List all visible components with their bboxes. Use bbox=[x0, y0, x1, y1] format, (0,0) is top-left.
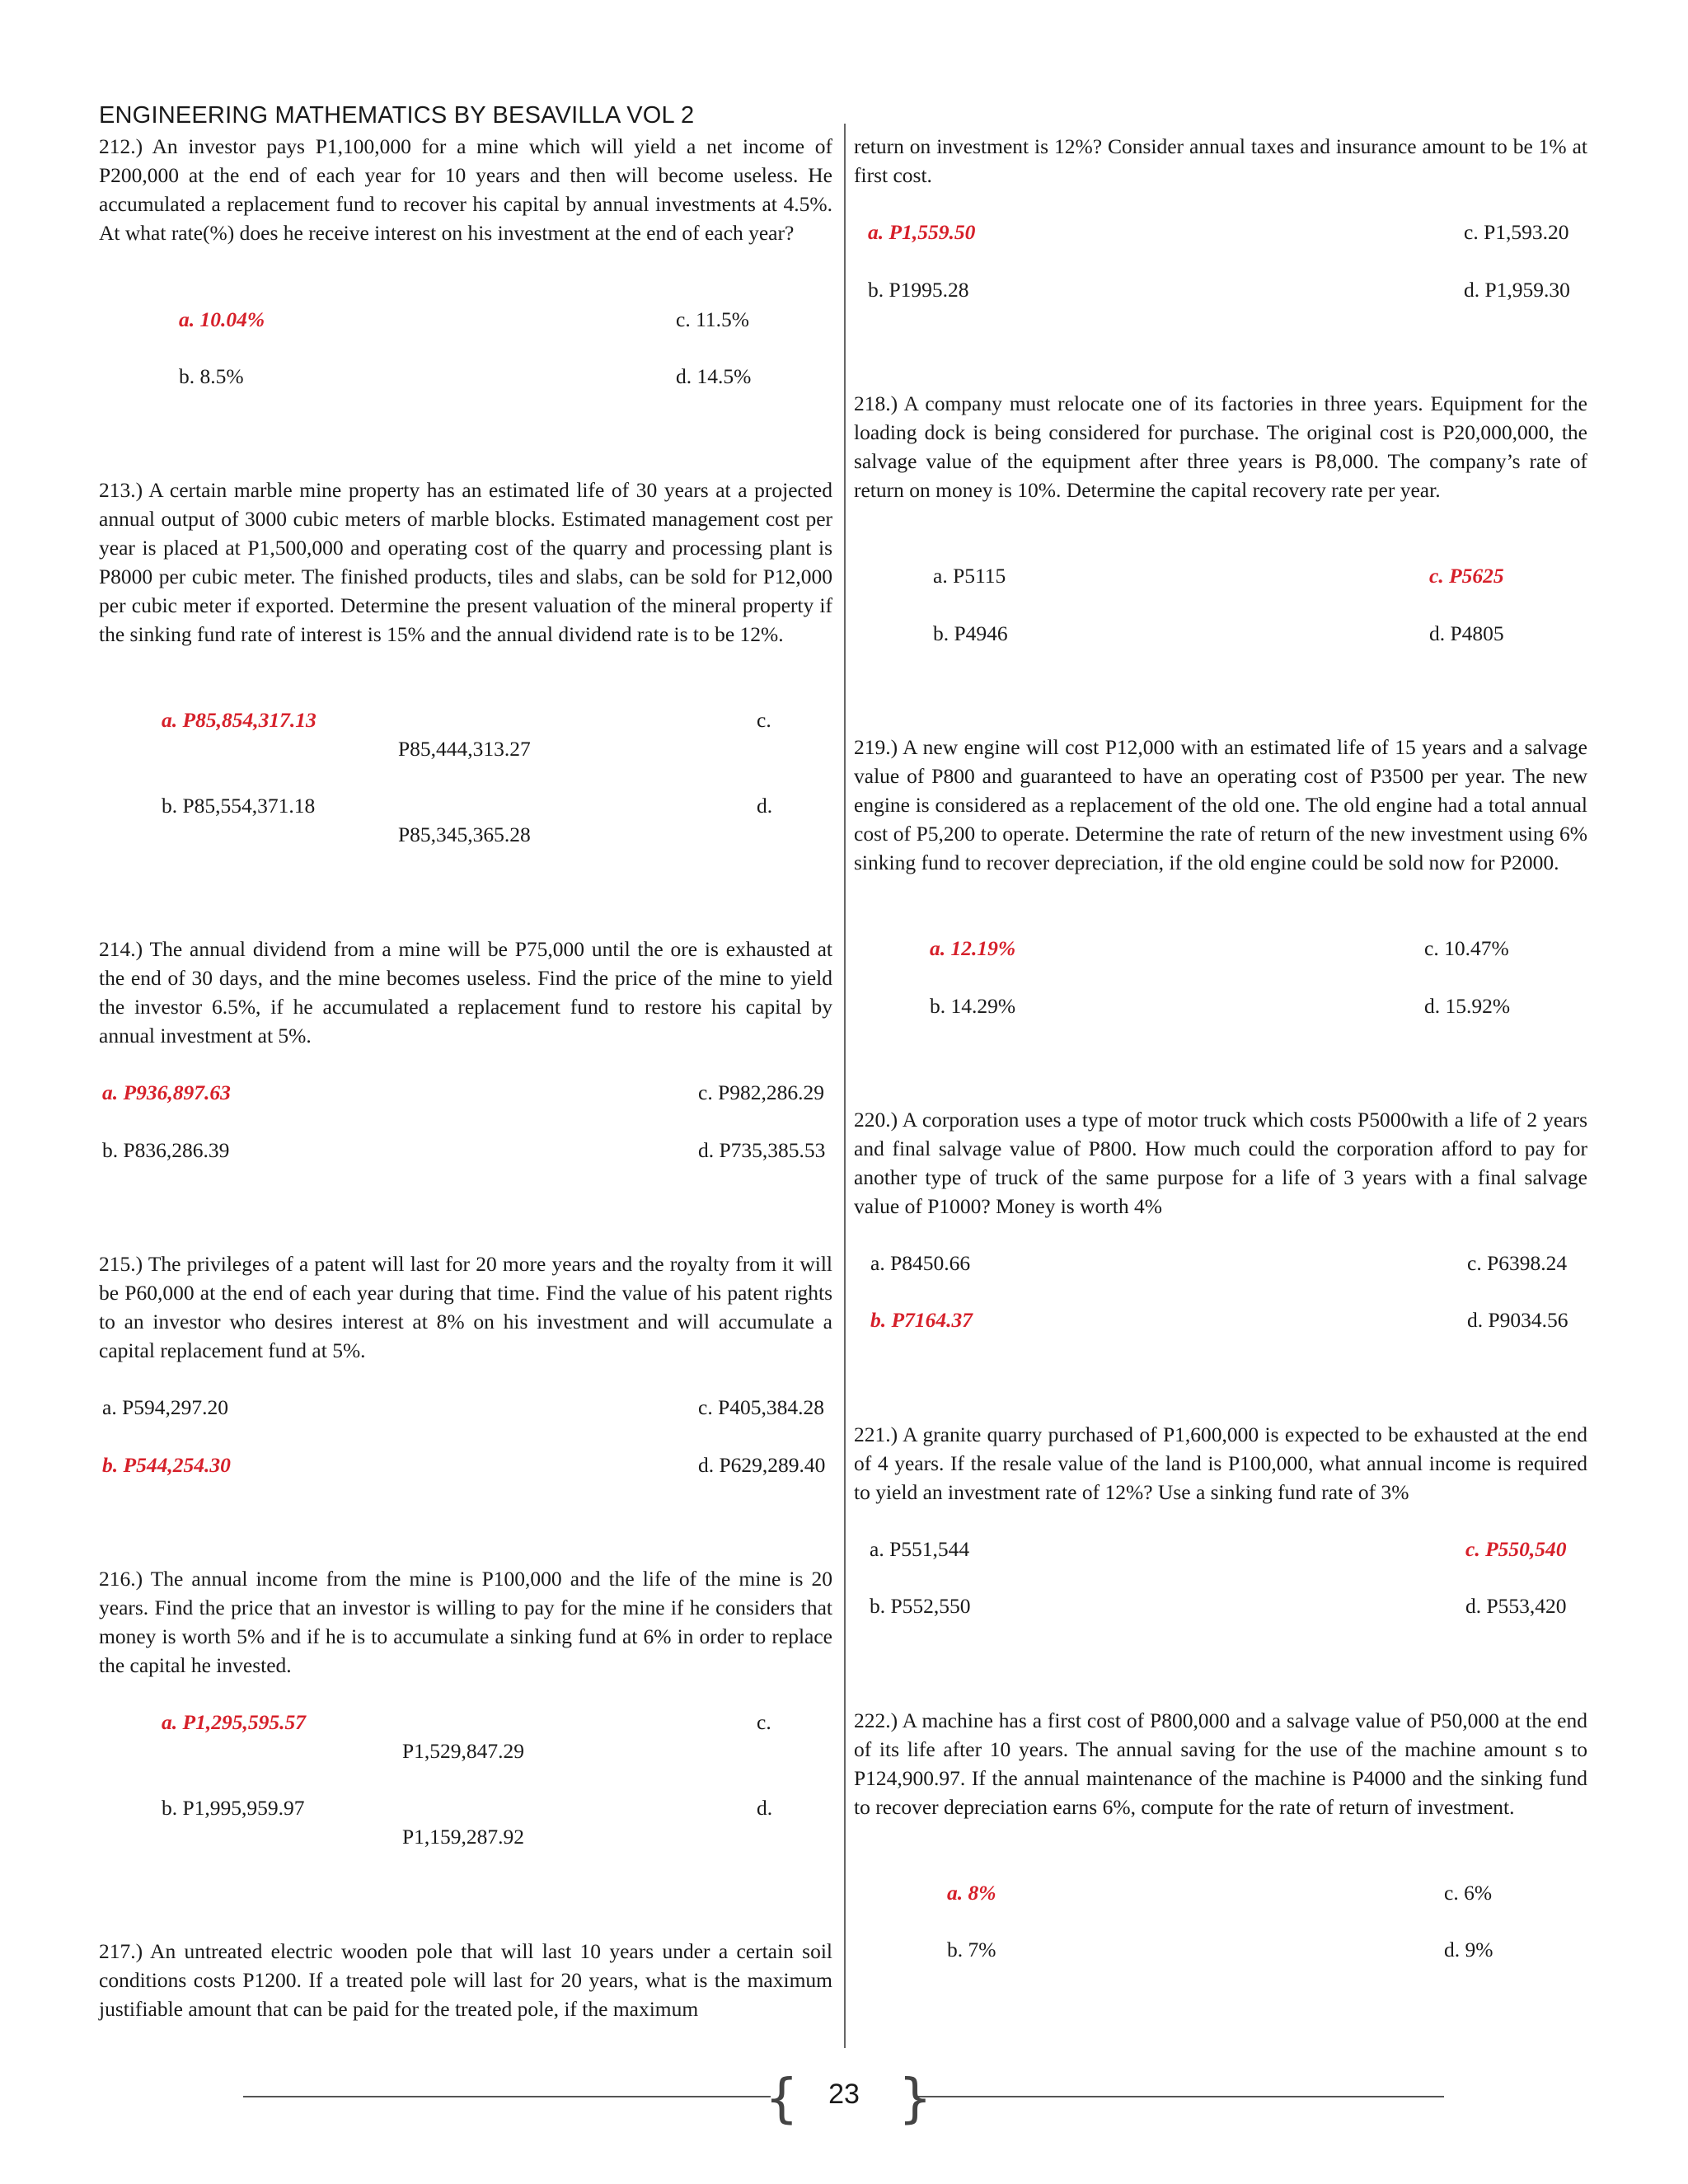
q212-option-d: d. 14.5% bbox=[676, 364, 752, 388]
q213-option-a: a. P85,854,317.13 bbox=[162, 708, 316, 732]
q222-option-c: c. 6% bbox=[1444, 1881, 1493, 1905]
q215-option-a: a. P594,297.20 bbox=[102, 1395, 228, 1419]
question-219: 219.) A new engine will cost P12,000 with an estimated life of 15 years and a salvage value of P800 and guaranteed to have an operating cost of P3500 per year. The new engine is considered as a replacement of the old one. The old engine had a total annual cost of P5,200 to operate. Determine the rate of return of the new investment using 6% sinking fund to recover depreciation, if the old engine could be sold now for P2000. bbox=[854, 735, 1587, 874]
q217-option-c: c. P1,593.20 bbox=[1464, 220, 1569, 244]
q220-option-a: a. P8450.66 bbox=[870, 1251, 971, 1275]
q214-option-c: c. P982,286.29 bbox=[698, 1080, 824, 1104]
q222-option-d: d. 9% bbox=[1444, 1938, 1493, 1961]
q221-option-c: c. P550,540 bbox=[1465, 1537, 1567, 1561]
q213-option-d-value: P85,345,365.28 bbox=[398, 823, 531, 846]
q221-option-b: b. P552,550 bbox=[870, 1594, 971, 1618]
question-216: 216.) The annual income from the mine is P100,000 and the life of the mine is 20 years. Find the price that an investor is willing to pay for the mine if he considers that money is worth 5% and if he is to accumulate a sinking fund at 6% in order to replace the capital he invested. bbox=[99, 1567, 832, 1677]
column-divider bbox=[844, 124, 846, 2048]
q216-option-d-letter: d. bbox=[757, 1796, 773, 1820]
q218-option-a: a. P5115 bbox=[933, 564, 1006, 588]
q217-option-b: b. P1995.28 bbox=[868, 278, 969, 302]
q215-option-b: b. P544,254.30 bbox=[102, 1453, 231, 1477]
q222-option-b: b. 7% bbox=[947, 1938, 996, 1961]
question-220: 220.) A corporation uses a type of motor truck which costs P5000with a life of 2 years and final salvage value of P800. How much could the corporation afford to pay for another type of truck of the same purpose for a life of 3 years with a final salvage value of P1000? Money is worth 4% bbox=[854, 1108, 1587, 1218]
q213-option-c-letter: c. bbox=[757, 708, 771, 732]
question-217-part2: return on investment is 12%? Consider annual taxes and insurance amount to be 1% at first cost. bbox=[854, 134, 1587, 187]
q213-option-c-value: P85,444,313.27 bbox=[398, 737, 531, 761]
q214-option-a: a. P936,897.63 bbox=[102, 1080, 231, 1104]
question-213: 213.) A certain marble mine property has an estimated life of 30 years at a projected annual output of 3000 cubic meters of marble blocks. Estimated management cost per year is placed at P1,500,000 and operating cost of the quarry and processing plant is P8000 per cubic meter. The finished products, tiles and slabs, can be sold for P12,000 per cubic meter if exported. Determine the present valuation of the mineral property if the sinking fund rate of interest is 15% and the annual dividend rate is to be 12%. bbox=[99, 478, 832, 646]
q220-option-d: d. P9034.56 bbox=[1467, 1308, 1568, 1332]
q218-option-c: c. P5625 bbox=[1429, 564, 1504, 588]
q219-option-c: c. 10.47% bbox=[1424, 936, 1509, 960]
q217-option-a: a. P1,559.50 bbox=[868, 220, 976, 244]
q212-option-c: c. 11.5% bbox=[676, 307, 749, 331]
question-212: 212.) An investor pays P1,100,000 for a mine which will yield a net income of P200,000 at the end of each year for 10 years and then will become useless. He accumulated a replacement fund to recover his capital by annual investments at 4.5%. At what rate(%) does he receive interest on his investment at the end of each year? bbox=[99, 134, 832, 245]
q221-option-d: d. P553,420 bbox=[1465, 1594, 1567, 1618]
q216-option-b: b. P1,995,959.97 bbox=[162, 1796, 305, 1820]
question-217-part1: 217.) An untreated electric wooden pole that will last 10 years under a certain soil conditions costs P1200. If a treated pole will last for 20 years, what is the maximum justifiable amount that can be paid for the treated pole, if the maximum bbox=[99, 1939, 832, 2021]
footer-right-bracket: } bbox=[898, 2069, 932, 2130]
q216-option-d-value: P1,159,287.92 bbox=[402, 1825, 525, 1849]
q214-option-d: d. P735,385.53 bbox=[698, 1138, 826, 1162]
footer-left-bracket: { bbox=[765, 2069, 799, 2130]
footer-rule-left bbox=[243, 2096, 771, 2097]
page-number: 23 bbox=[828, 2079, 860, 2110]
q220-option-c: c. P6398.24 bbox=[1467, 1251, 1568, 1275]
question-215: 215.) The privileges of a patent will last for 20 more years and the royalty from it will be P60,000 at the end of each year during that time. Find the value of his patent rights to an investor who desires interest at 8% on his investment and will accumulate a capital replacement fund at 5%. bbox=[99, 1252, 832, 1362]
q212-option-a: a. 10.04% bbox=[179, 307, 265, 331]
q216-option-c-value: P1,529,847.29 bbox=[402, 1739, 525, 1763]
q215-option-c: c. P405,384.28 bbox=[698, 1395, 824, 1419]
q218-option-b: b. P4946 bbox=[933, 621, 1008, 645]
q219-option-b: b. 14.29% bbox=[930, 994, 1016, 1018]
q215-option-d: d. P629,289.40 bbox=[698, 1453, 826, 1477]
q214-option-b: b. P836,286.39 bbox=[102, 1138, 230, 1162]
q213-option-b: b. P85,554,371.18 bbox=[162, 794, 316, 818]
q216-option-c-letter: c. bbox=[757, 1710, 771, 1734]
footer-rule-right bbox=[917, 2096, 1444, 2097]
q221-option-a: a. P551,544 bbox=[870, 1537, 970, 1561]
q220-option-b: b. P7164.37 bbox=[870, 1308, 973, 1332]
question-218: 218.) A company must relocate one of its factories in three years. Equipment for the loading dock is being considered for purchase. The original cost is P20,000,000, the salvage value of the equipment after three years is P8,000. The company’s rate of return on money is 10%. Determine the capital recovery rate per year. bbox=[854, 391, 1587, 502]
q213-option-d-letter: d. bbox=[757, 794, 773, 818]
question-221: 221.) A granite quarry purchased of P1,600,000 is expected to be exhausted at the end of 4 years. If the resale value of the land is P100,000, what annual income is required to yield an investment rate of 12%? Use a sinking fund rate of 3% bbox=[854, 1422, 1587, 1504]
q212-option-b: b. 8.5% bbox=[179, 364, 244, 388]
document-header: ENGINEERING MATHEMATICS BY BESAVILLA VOL 2 bbox=[99, 102, 695, 129]
q219-option-d: d. 15.92% bbox=[1424, 994, 1511, 1018]
question-222: 222.) A machine has a first cost of P800,000 and a salvage value of P50,000 at the end of its life after 10 years. The annual saving for the use of the machine amount s to P124,900.97. If the annual maintenance of the machine is P4000 and the sinking fund to recover depreciation earns 6%, compute for the rate of return of investment. bbox=[854, 1708, 1587, 1819]
q222-option-a: a. 8% bbox=[947, 1881, 996, 1905]
q218-option-d: d. P4805 bbox=[1429, 621, 1504, 645]
question-214: 214.) The annual dividend from a mine will be P75,000 until the ore is exhausted at the end of 30 days, and the mine becomes useless. Find the price of the mine to yield the investor 6.5%, if he accumulated a replacement fund to restore his capital by annual investment at 5%. bbox=[99, 937, 832, 1047]
q216-option-a: a. P1,295,595.57 bbox=[162, 1710, 306, 1734]
q217-option-d: d. P1,959.30 bbox=[1464, 278, 1570, 302]
q219-option-a: a. 12.19% bbox=[930, 936, 1016, 960]
